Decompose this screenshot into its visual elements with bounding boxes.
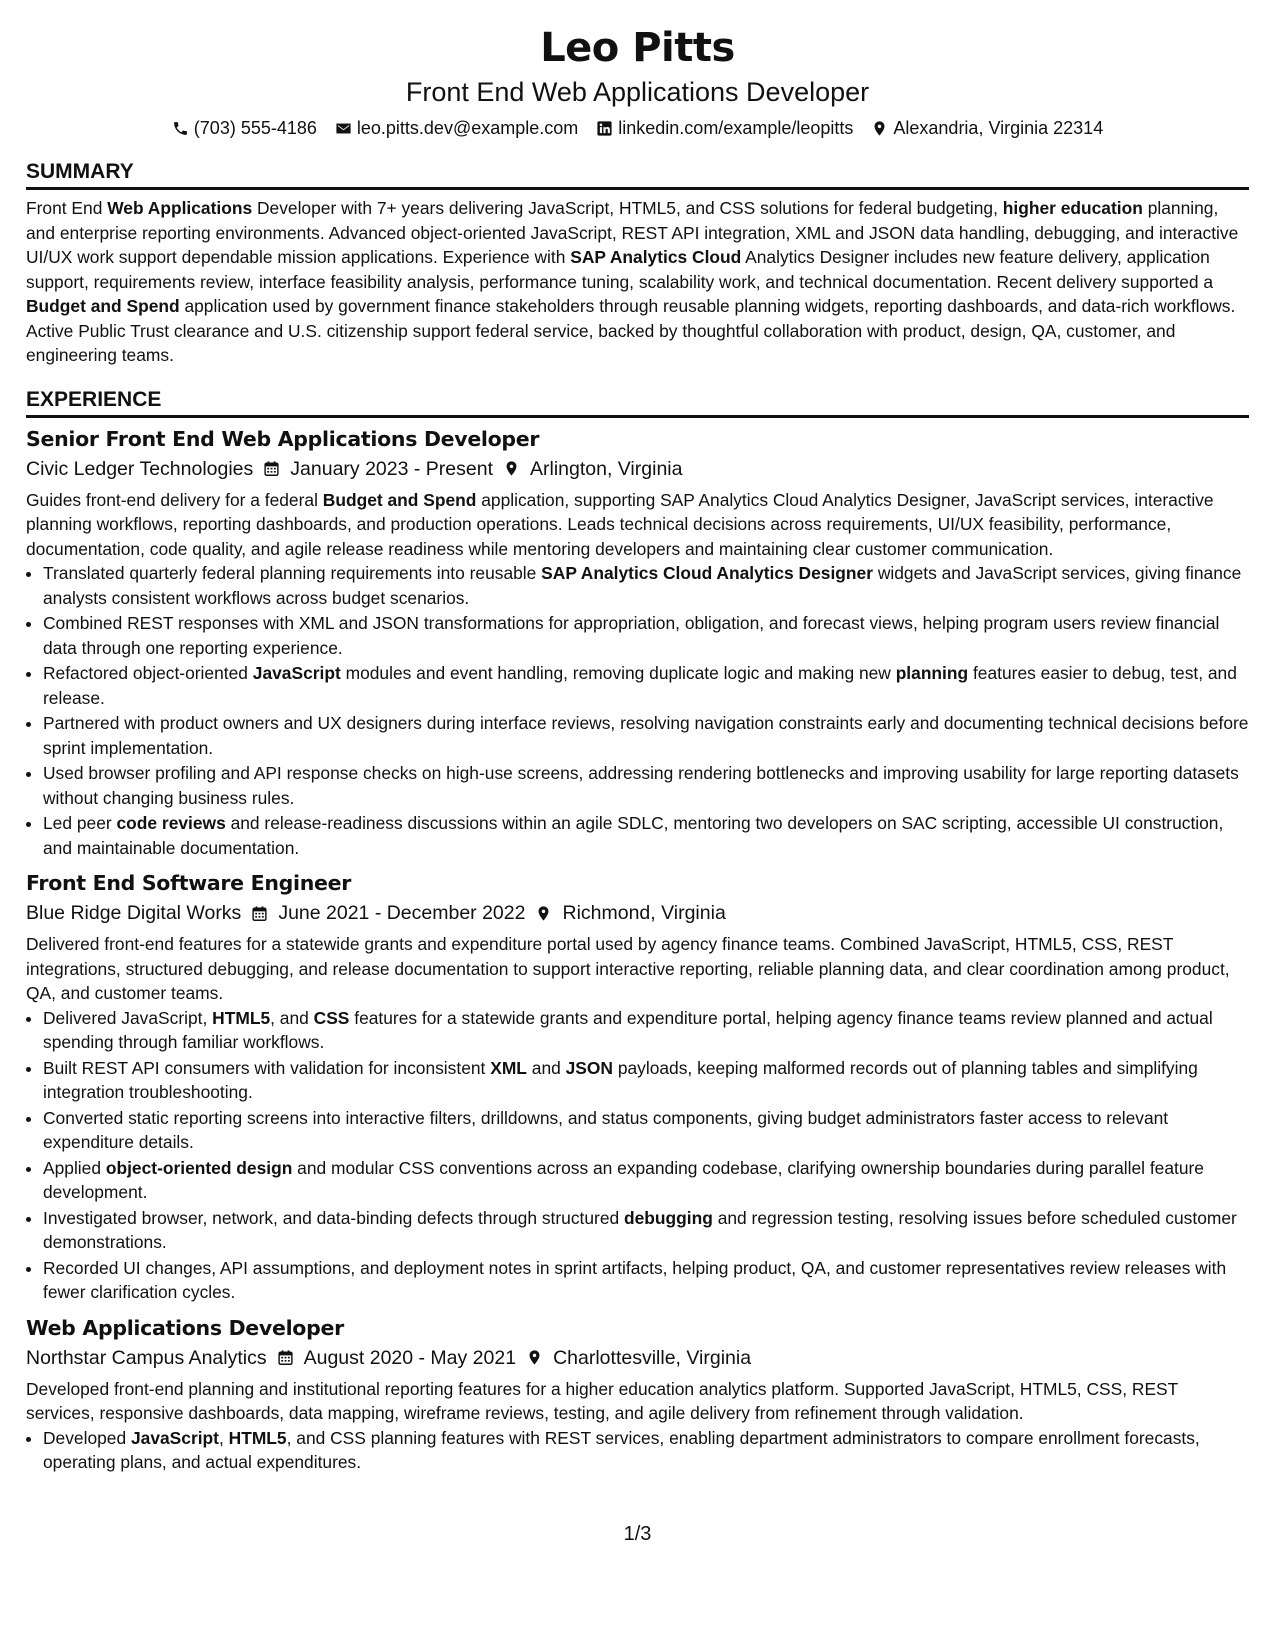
job-title: Front End Software Engineer xyxy=(26,871,352,895)
company-name: Northstar Campus Analytics xyxy=(26,1346,267,1369)
phone-icon xyxy=(172,120,189,137)
company-name: Civic Ledger Technologies xyxy=(26,457,254,480)
achievement-item: • Investigated browser, network, and data-binding defects through structured debugging and regression testing, resolving issues before scheduled customer demonstrations. xyxy=(43,1206,1249,1255)
bold-keyword: Web Applications xyxy=(107,198,253,218)
linkedin-icon xyxy=(596,120,613,137)
achievement-item: • Built REST API consumers with validation for inconsistent XML and JSON payloads, keeping malformed records out of planning tables and simplifying integration troubleshooting. xyxy=(43,1056,1249,1105)
email-address[interactable]: leo.pitts.dev@example.com xyxy=(356,118,579,138)
map-pin-icon xyxy=(871,120,888,137)
achievement-list xyxy=(26,1006,1249,1305)
job-dates-text: June 2021 - December 2022 xyxy=(278,902,526,924)
bold-keyword: JavaScript xyxy=(252,663,341,683)
company-name: Blue Ridge Digital Works xyxy=(26,902,242,924)
bold-keyword: Budget and Spend xyxy=(26,296,180,316)
job-location xyxy=(503,454,682,484)
candidate-name: Leo Pitts xyxy=(540,25,735,71)
job-description: Guides front-end delivery for a federal Budget and Spend application, supporting SAP Analytics Cloud Analytics Designer, JavaScript services, interactive planning workflows, reporting dashboards, and production operations. Leads technical decisions across requirements, UI/UX feasibility, performance, documentation, code quality, and agile release readiness while mentoring developers and maintaining clear customer communication. xyxy=(26,489,1214,559)
bold-keyword: XML xyxy=(490,1057,527,1078)
job-entry xyxy=(26,868,1249,1305)
achievement-item: • Refactored object-oriented JavaScript modules and event handling, removing duplicate logic and making new planning features easier to debug, test, and release. xyxy=(43,661,1249,710)
contact-email[interactable] xyxy=(335,116,578,140)
location-text: Alexandria, Virginia 22314 xyxy=(893,118,1104,138)
contact-location xyxy=(871,116,1103,140)
bold-keyword: CSS xyxy=(313,1007,350,1028)
job-dates-text: January 2023 - Present xyxy=(290,457,493,480)
job-location-text: Arlington, Virginia xyxy=(529,457,683,480)
contact-linkedin[interactable] xyxy=(596,116,853,140)
bold-keyword: JavaScript xyxy=(130,1427,219,1448)
job-title: Senior Front End Web Applications Developer xyxy=(26,426,540,451)
map-pin-icon xyxy=(503,459,520,478)
section-heading-summary: SUMMARY xyxy=(26,158,1249,190)
job-location-text: Richmond, Virginia xyxy=(562,902,726,924)
job-location xyxy=(535,898,725,928)
job-description: Developed front-end planning and institutional reporting features for a higher education analytics platform. Supported JavaScript, HTML5, CSS, REST services, responsive dashboards, data mapping, wireframe reviews, testing, and agile delivery from refinement through validation. xyxy=(26,1378,1178,1423)
achievement-item: • Applied object-oriented design and modular CSS conventions across an expanding codebase, clarifying ownership boundaries during parallel feature development. xyxy=(43,1156,1249,1205)
bold-keyword: object-oriented design xyxy=(105,1157,293,1178)
job-dates-text: August 2020 - May 2021 xyxy=(303,1346,517,1369)
candidate-title: Front End Web Applications Developer xyxy=(405,77,870,107)
achievement-item: • Delivered JavaScript, HTML5, and CSS features for a statewide grants and expenditure portal, helping agency finance teams review planned and actual spending through familiar workflows. xyxy=(43,1006,1249,1055)
envelope-icon xyxy=(335,120,352,137)
map-pin-icon xyxy=(535,904,552,923)
achievement-item: • Recorded UI changes, API assumptions, and deployment notes in sprint artifacts, helping product, QA, and customer representatives review releases with fewer clarification cycles. xyxy=(43,1256,1249,1305)
section-heading-experience: EXPERIENCE xyxy=(26,386,1249,418)
achievement-item: • Led peer code reviews and release-readiness discussions within an agile SDLC, mentoring two developers on SAC scripting, accessible UI construction, and maintainable documentation. xyxy=(43,811,1249,860)
job-meta xyxy=(26,898,1249,928)
bold-keyword: SAP Analytics Cloud Analytics Designer xyxy=(541,563,873,583)
bold-keyword: higher education xyxy=(1002,198,1143,218)
summary-section xyxy=(26,158,1249,368)
bold-keyword: SAP Analytics Cloud xyxy=(570,247,742,267)
bold-keyword: code reviews xyxy=(116,813,226,833)
job-meta xyxy=(26,454,1249,484)
job-entry xyxy=(26,1313,1249,1475)
bold-keyword: debugging xyxy=(624,1207,713,1228)
job-title: Web Applications Developer xyxy=(26,1315,344,1340)
job-dates xyxy=(251,898,525,928)
job-description: Delivered front-end features for a statewide grants and expenditure portal used by agency finance teams. Combined JavaScript, HTML5, CSS, REST integrations, structured debugging, and release documentation to support interactive reporting, reliable planning data, and clear coordination among product, QA, and customer teams. xyxy=(26,934,1230,1003)
experience-section xyxy=(26,386,1249,1475)
bold-keyword: HTML5 xyxy=(228,1427,287,1448)
resume-header xyxy=(26,22,1249,140)
linkedin-url[interactable]: linkedin.com/example/leopitts xyxy=(618,118,854,138)
contact-phone xyxy=(172,116,317,140)
achievement-item: • Combined REST responses with XML and JSON transformations for appropriation, obligation, and forecast views, helping program users review financial data through one reporting experience. xyxy=(43,611,1249,660)
job-location-text: Charlottesville, Virginia xyxy=(553,1346,752,1369)
job-meta xyxy=(26,1343,1249,1373)
bold-keyword: planning xyxy=(895,663,969,683)
summary-text: Front End Web Applications Developer with 7+ years delivering JavaScript, HTML5, and CSS solutions for federal budgeting, higher education planning, and enterprise reporting environments. Advanced object-oriented JavaScript, REST API integration, XML and JSON data handling, debugging, and interactive UI/UX work support dependable mission applications. Experience with SAP Analytics Cloud Analytics Designer includes new feature delivery, application support, requirements review, interface feasibility analysis, performance tuning, scalability work, and technical documentation. Recent delivery supported a Budget and Spend application used by government finance stakeholders through reusable planning widgets, reporting dashboards, and data-rich workflows. Active Public Trust clearance and U.S. citizenship support federal service, backed by thoughtful collaboration with product, design, QA, customer, and engineering teams. xyxy=(26,198,1239,365)
contact-bar xyxy=(26,116,1249,140)
calendar-icon xyxy=(263,459,280,478)
map-pin-icon xyxy=(526,1348,543,1367)
job-entry xyxy=(26,424,1249,861)
job-list xyxy=(26,424,1249,1475)
page-number: 1/3 xyxy=(623,1522,652,1545)
job-location xyxy=(526,1343,751,1373)
job-dates xyxy=(263,454,493,484)
achievement-item: • Partnered with product owners and UX designers during interface reviews, resolving navigation constraints early and documenting technical decisions before sprint implementation. xyxy=(43,711,1249,760)
phone-number: (703) 555-4186 xyxy=(193,118,317,138)
calendar-icon xyxy=(251,904,268,923)
achievement-item: • Translated quarterly federal planning requirements into reusable SAP Analytics Cloud Analytics Designer widgets and JavaScript services, giving finance analysts consistent workflows across budget scenarios. xyxy=(43,561,1249,610)
achievement-item: • Used browser profiling and API response checks on high-use screens, addressing rendering bottlenecks and improving usability for large reporting datasets without changing business rules. xyxy=(43,761,1249,810)
achievement-item: • Developed JavaScript, HTML5, and CSS planning features with REST services, enabling department administrators to compare enrollment forecasts, operating plans, and actual expenditures. xyxy=(43,1426,1249,1475)
bold-keyword: HTML5 xyxy=(212,1007,271,1028)
calendar-icon xyxy=(277,1348,294,1367)
job-dates xyxy=(277,1343,516,1373)
bold-keyword: JSON xyxy=(565,1057,613,1078)
achievement-list xyxy=(26,1426,1249,1475)
achievement-item: • Converted static reporting screens into interactive filters, drilldowns, and status components, giving budget administrators faster access to relevant expenditure details. xyxy=(43,1106,1249,1155)
bold-keyword: Budget and Spend xyxy=(322,489,477,510)
achievement-list xyxy=(26,561,1249,860)
